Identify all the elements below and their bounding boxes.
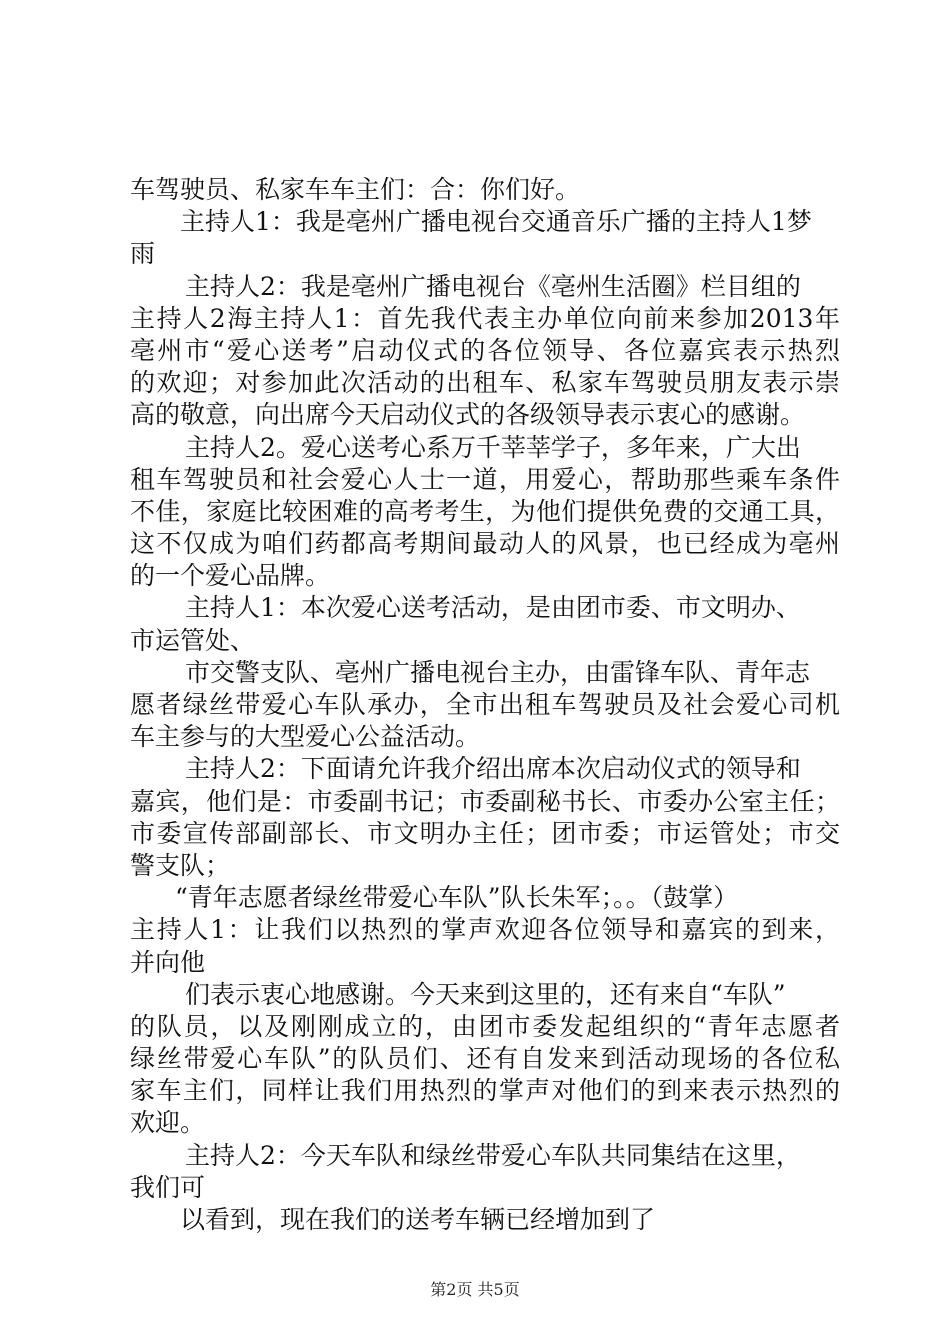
text-line: 高的敬意，向出席今天启动仪式的各级领导表示衷心的感谢。 bbox=[130, 400, 806, 430]
text-line: 的队员，以及刚刚成立的，由团市委发起组织的“青年志愿者 bbox=[130, 1011, 840, 1041]
text-line: 们表示衷心地感谢。今天来到这里的，还有来自“车队” bbox=[185, 979, 786, 1009]
text-line: 主持人1：我是亳州广播电视台交通音乐广播的主持人1梦 bbox=[180, 207, 812, 237]
text-line: 市运管处、 bbox=[130, 625, 256, 655]
text-line: 家车主们，同样让我们用热烈的掌声对他们的到来表示热烈的 bbox=[130, 1076, 840, 1106]
text-line: 主持人1：本次爱心送考活动，是由团市委、市文明办、 bbox=[185, 593, 801, 623]
text-line: 租车驾驶员和社会爱心人士一道，用爱心，帮助那些乘车条件 bbox=[130, 464, 840, 494]
page-number-footer: 第2页 共5页 bbox=[430, 1280, 520, 1299]
text-line: 的一个爱心品牌。 bbox=[130, 561, 331, 591]
text-line: 主持人2：今天车队和绿丝带爱心车队共同集结在这里， bbox=[185, 1140, 801, 1170]
text-line: 并向他 bbox=[130, 947, 206, 977]
document-body bbox=[130, 174, 840, 1236]
text-line: 主持人2海主持人1：首先我代表主办单位向前来参加2013年 bbox=[130, 303, 840, 333]
text-line: 的欢迎；对参加此次活动的出租车、私家车驾驶员朋友表示崇 bbox=[130, 368, 840, 398]
text-line: 车驾驶员、私家车车主们：合：你们好。 bbox=[130, 175, 581, 204]
text-line: 车主参与的大型爱心公益活动。 bbox=[130, 722, 481, 752]
text-line: 主持人1：让我们以热烈的掌声欢迎各位领导和嘉宾的到来， bbox=[130, 915, 840, 945]
text-line: 以看到，现在我们的送考车辆已经增加到了 bbox=[180, 1205, 656, 1234]
text-line: 绿丝带爱心车队”的队员们、还有自发来到活动现场的各位私 bbox=[130, 1044, 840, 1074]
text-line: 主持人2。爱心送考心系万千莘莘学子，多年来，广大出 bbox=[185, 432, 801, 462]
text-line: 嘉宾，他们是：市委副书记；市委副秘书长、市委办公室主任； bbox=[130, 786, 840, 816]
text-line: 警支队； bbox=[130, 850, 231, 880]
text-line: 主持人2：我是亳州广播电视台《亳州生活圈》栏目组的 bbox=[185, 271, 801, 301]
text-line: “青年志愿者绿丝带爱心车队”队长朱军；。。（鼓掌） bbox=[175, 883, 739, 913]
text-line: 愿者绿丝带爱心车队承办，全市出租车驾驶员及社会爱心司机 bbox=[130, 690, 840, 719]
text-line: 我们可 bbox=[130, 1172, 206, 1202]
text-line: 市委宣传部副部长、市文明办主任；团市委；市运管处；市交 bbox=[130, 818, 840, 848]
text-line: 主持人2：下面请允许我介绍出席本次启动仪式的领导和 bbox=[185, 754, 801, 784]
text-line: 市交警支队、亳州广播电视台主办，由雷锋车队、青年志 bbox=[185, 657, 811, 687]
text-line: 雨 bbox=[130, 239, 156, 269]
text-line: 欢迎。 bbox=[130, 1108, 206, 1138]
text-line: 亳州市“爱心送考”启动仪式的各位领导、各位嘉宾表示热烈 bbox=[130, 335, 840, 365]
text-line: 这不仅成为咱们药都高考期间最动人的风景，也已经成为亳州 bbox=[130, 529, 840, 559]
text-line: 不佳，家庭比较困难的高考考生，为他们提供免费的交通工具， bbox=[130, 496, 840, 526]
